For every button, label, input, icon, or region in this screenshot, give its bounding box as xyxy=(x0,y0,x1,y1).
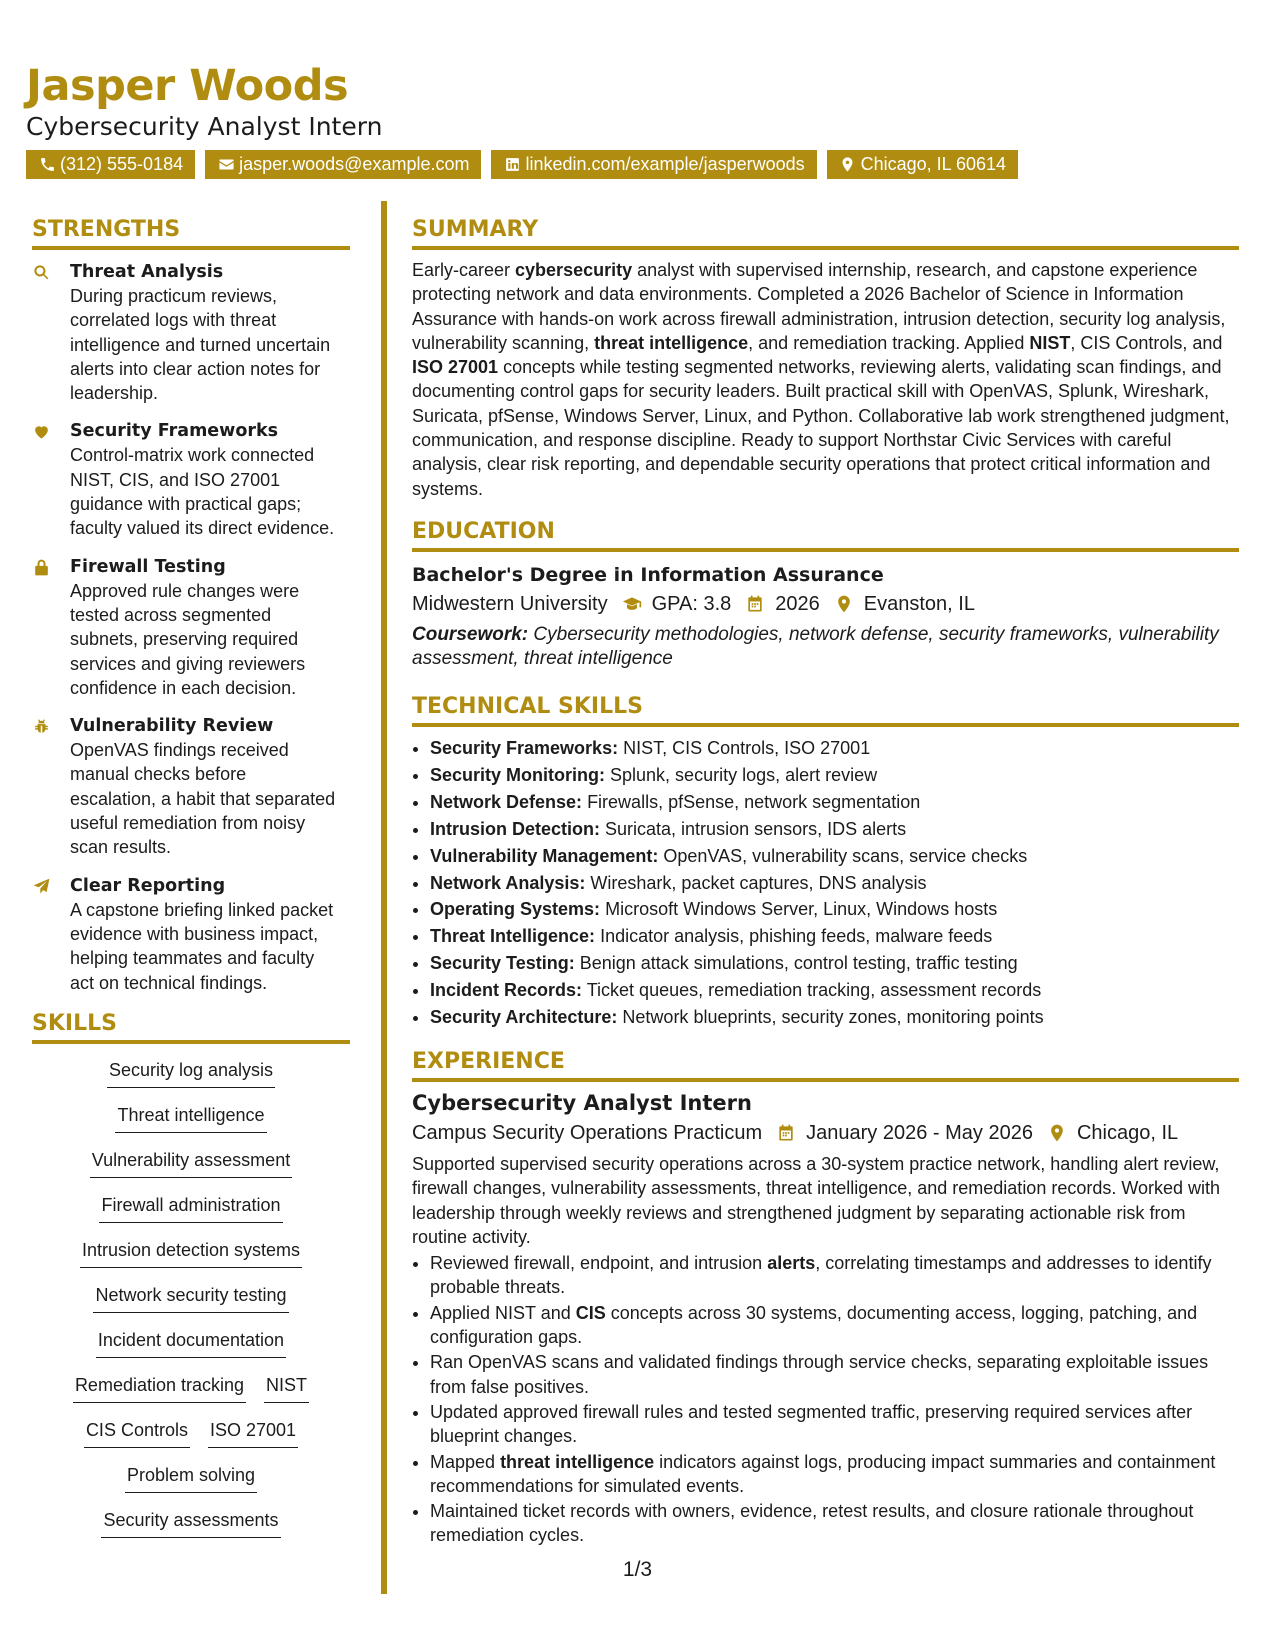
skill-tag: Firewall administration xyxy=(99,1193,282,1223)
strength-title: Vulnerability Review xyxy=(70,716,274,737)
degree-name: Bachelor's Degree in Information Assurance xyxy=(412,563,884,586)
skill-tag: Incident documentation xyxy=(96,1328,286,1358)
technical-skills-list xyxy=(412,735,1239,1031)
skill-tag: NIST xyxy=(264,1373,309,1403)
list-item: • Security Testing: Benign attack simulations, control testing, traffic testing xyxy=(430,950,1239,977)
list-item: • Vulnerability Management: OpenVAS, vulnerability scans, service checks xyxy=(430,843,1239,870)
list-item: • Intrusion Detection: Suricata, intrusion sensors, IDS alerts xyxy=(430,816,1239,843)
job-dates: January 2026 - May 2026 xyxy=(806,1121,1033,1144)
strength-description: OpenVAS findings received manual checks before escalation, a habit that separated useful remediation from noisy scan results. xyxy=(70,740,336,858)
candidate-name: Jasper Woods xyxy=(26,61,349,111)
list-item: • Ran OpenVAS scans and validated findings through service checks, separating exploitable issues from false positives. xyxy=(430,1350,1239,1399)
list-item: • Maintained ticket records with owners, evidence, retest results, and closure rationale throughout remediation cycles. xyxy=(430,1499,1239,1548)
strength-title: Clear Reporting xyxy=(70,875,226,896)
graduation-year: 2026 xyxy=(775,592,820,615)
skill-tag: Vulnerability assessment xyxy=(90,1148,292,1178)
technical-skills-heading: TECHNICAL SKILLS xyxy=(412,692,1239,727)
list-item: • Security Monitoring: Splunk, security logs, alert review xyxy=(430,762,1239,789)
job-title: Cybersecurity Analyst Intern xyxy=(412,1090,752,1115)
skill-tag: ISO 27001 xyxy=(208,1418,298,1448)
strength-description: Approved rule changes were tested across segmented subnets, preserving required services and giving reviewers confidence in each decision. xyxy=(70,580,306,698)
education-heading: EDUCATION xyxy=(412,517,1239,552)
school-name: Midwestern University xyxy=(412,592,608,615)
contact-email[interactable] xyxy=(205,150,481,179)
strengths-heading: STRENGTHS xyxy=(32,215,350,250)
list-item: • Reviewed firewall, endpoint, and intrusion alerts, correlating timestamps and addresses to identify probable threats. xyxy=(430,1251,1239,1300)
phone-icon xyxy=(38,156,56,174)
bug-icon xyxy=(32,714,70,859)
list-item: • Security Architecture: Network blueprints, security zones, monitoring points xyxy=(430,1004,1239,1031)
list-item: • Incident Records: Ticket queues, remediation tracking, assessment records xyxy=(430,977,1239,1004)
linkedin-icon xyxy=(503,156,521,174)
left-column xyxy=(32,215,350,1553)
graduation-cap-icon xyxy=(620,593,644,615)
experience-heading: EXPERIENCE xyxy=(412,1047,1239,1082)
resume-header xyxy=(26,60,1249,179)
right-column xyxy=(412,215,1239,1549)
skills-list xyxy=(32,1058,350,1553)
contact-location xyxy=(827,150,1018,179)
strength-description: During practicum reviews, correlated logs with threat intelligence and turned uncertain alerts into clear action notes for leadership. xyxy=(70,286,331,404)
strengths-list xyxy=(32,260,350,995)
list-item: • Network Analysis: Wireshark, packet captures, DNS analysis xyxy=(430,870,1239,897)
job-description: Supported supervised security operations across a 30-system practice network, handling alert review, firewall changes, vulnerability assessments, threat intelligence, and remediation records. Worked with leadership through weekly reviews and strengthened judgment by separating actionable risk from routine activity. xyxy=(412,1153,1221,1247)
candidate-title: Cybersecurity Analyst Intern xyxy=(26,112,383,141)
lock-icon xyxy=(32,555,70,700)
envelope-icon xyxy=(217,156,235,174)
calendar-icon xyxy=(743,593,767,615)
list-item: • Updated approved firewall rules and tested segmented traffic, preserving required services after blueprint changes. xyxy=(430,1400,1239,1449)
coursework: Coursework: Cybersecurity methodologies, network defense, security frameworks, vulnerability assessment, threat intelligence xyxy=(412,623,1219,670)
job-location: Chicago, IL xyxy=(1076,1121,1179,1144)
strength-item xyxy=(32,874,350,995)
school-location: Evanston, IL xyxy=(863,592,975,615)
list-item: • Security Frameworks: NIST, CIS Controls, ISO 27001 xyxy=(430,735,1239,762)
heart-icon xyxy=(32,419,70,540)
paper-plane-icon xyxy=(32,874,70,995)
skill-tag: Threat intelligence xyxy=(115,1103,266,1133)
skill-tag: Security assessments xyxy=(101,1508,280,1538)
gpa-text: GPA: 3.8 xyxy=(651,592,732,615)
list-item: • Operating Systems: Microsoft Windows Server, Linux, Windows hosts xyxy=(430,896,1239,923)
strength-title: Security Frameworks xyxy=(70,421,279,442)
education-meta xyxy=(412,589,1239,619)
skill-tag: Network security testing xyxy=(93,1283,288,1313)
list-item: • Applied NIST and CIS concepts across 30 systems, documenting access, logging, patching, and configuration gaps. xyxy=(430,1301,1239,1350)
contact-bar xyxy=(26,150,1249,179)
contact-linkedin[interactable] xyxy=(491,150,816,179)
strength-item xyxy=(32,714,350,859)
list-item: • Threat Intelligence: Indicator analysis, phishing feeds, malware feeds xyxy=(430,923,1239,950)
contact-email-text: jasper.woods@example.com xyxy=(239,154,470,174)
skill-tag: CIS Controls xyxy=(84,1418,190,1448)
list-item: • Network Defense: Firewalls, pfSense, network segmentation xyxy=(430,789,1239,816)
contact-location-text: Chicago, IL 60614 xyxy=(860,154,1007,174)
column-divider xyxy=(381,201,387,1594)
strength-item xyxy=(32,419,350,540)
strength-item xyxy=(32,260,350,405)
map-pin-icon xyxy=(832,593,856,615)
strength-title: Firewall Testing xyxy=(70,556,226,577)
strength-description: Control-matrix work connected NIST, CIS, and ISO 27001 guidance with practical gaps; faculty valued its direct evidence. xyxy=(70,445,335,539)
search-icon xyxy=(32,260,70,405)
contact-phone-text: (312) 555-0184 xyxy=(60,154,184,174)
job-org: Campus Security Operations Practicum xyxy=(412,1121,763,1144)
skill-tag: Intrusion detection systems xyxy=(80,1238,302,1268)
list-item: • Mapped threat intelligence indicators against logs, producing impact summaries and containment recommendations for simulated events. xyxy=(430,1450,1239,1499)
skill-tag: Problem solving xyxy=(125,1463,257,1493)
map-pin-icon xyxy=(839,156,857,174)
page-number: 1/3 xyxy=(622,1558,653,1581)
calendar-icon xyxy=(774,1122,798,1144)
skill-tag: Remediation tracking xyxy=(73,1373,246,1403)
skills-heading: SKILLS xyxy=(32,1009,350,1044)
summary-text: Early-career cybersecurity analyst with supervised internship, research, and capstone experience protecting network and data environments. Completed a 2026 Bachelor of Science in Information Assurance with hands-on work across firewall administration, intrusion detection, security log analysis, vulnerability scanning, threat intelligence, and remediation tracking. Applied NIST, CIS Controls, and ISO 27001 concepts while testing segmented networks, reviewing alerts, validating scan findings, and documenting control gaps for security leaders. Built practical skill with OpenVAS, Splunk, Wireshark, Suricata, pfSense, Windows Server, Linux, and Python. Collaborative lab work strengthened judgment, communication, and response discipline. Ready to support Northstar Civic Services with careful analysis, clear risk reporting, and dependable security operations that protect critical information and systems. xyxy=(412,260,1230,499)
job-bullets xyxy=(412,1251,1239,1548)
job-meta xyxy=(412,1118,1239,1148)
summary-heading: SUMMARY xyxy=(412,215,1239,250)
strength-item xyxy=(32,555,350,700)
skill-tag: Security log analysis xyxy=(107,1058,275,1088)
contact-linkedin-text: linkedin.com/example/jasperwoods xyxy=(525,154,805,174)
contact-phone[interactable] xyxy=(26,150,195,179)
strength-description: A capstone briefing linked packet evidence with business impact, helping teammates and faculty act on technical findings. xyxy=(70,899,334,993)
strength-title: Threat Analysis xyxy=(70,262,224,282)
map-pin-icon xyxy=(1045,1122,1069,1144)
